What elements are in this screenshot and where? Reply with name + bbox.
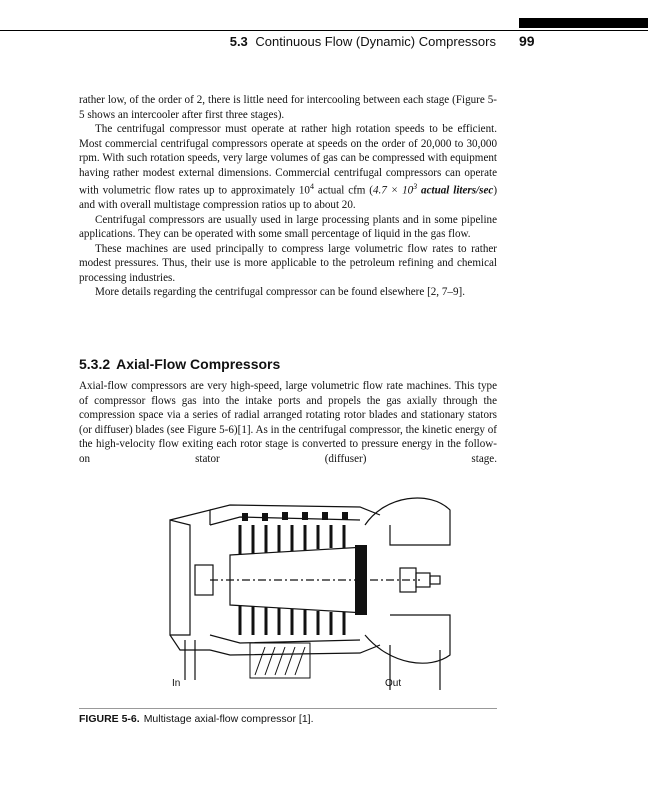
paragraph-2: The centrifugal compressor must operate at rather high rotation speeds to be efficient. Most commercial centrifugal compressors operate at speeds on the order of 20,000 to 30,000 rpm. With such rotation speeds, very large volumes of gas can be compressed with equipment having rather modest external dimensions. Commercial centrifugal compressors can operate with volumetric flow rates up to approximately $10^4$ actual cfm ($4.7 \times 10^3$ actual liters/sec) and with overall multistage compression ratios up to about 20. [79, 123, 498, 212]
axial-paragraph: Axial-flow compressors are very high-speed, large volumetric flow rate machines. This type of compressor flows gas into the intake ports and propels the gas axially through the compression space via a series of radial arranged rotating rotor blades and stationary stators (or diffuser) blades (see Figure 5-6)[1]. As in the centrifugal compressor, the kinetic energy of the high-velocity flow exiting each rotor stage is converted to pressure energy in the follow-on stator (diffuser) stage. [79, 380, 497, 465]
header-tab-bar [519, 18, 648, 28]
outlet-label: Out [385, 678, 402, 689]
caption-rule [79, 708, 497, 709]
paragraph-4: These machines are used principally to compress large volumetric flow rates to rather modest pressures. Thus, their use is more applicable to the petroleum refining and chemical processing industries. [79, 242, 497, 284]
paragraph-1: rather low, of the order of 2, there is little need for intercooling between each stage (Figure 5-5 shows an intercooler after first three stages). [79, 94, 497, 121]
axial-compressor-drawing [150, 485, 490, 695]
subsection-title: Axial-Flow Compressors [116, 356, 281, 372]
paragraph-3: Centrifugal compressors are usually used in large processing plants and in some pipeline applications. They can be operated with some small percentage of liquid in the gas flow. [79, 213, 497, 241]
figure-caption-number: FIGURE 5-6. [79, 713, 140, 725]
running-head-section-number: 5.3 [229, 34, 248, 49]
paragraph-5: More details regarding the centrifugal compressor can be found elsewhere [2, 7–9]. [95, 286, 465, 299]
figure-caption-text: Multistage axial-flow compressor [1]. [143, 713, 314, 725]
header-rule [0, 30, 648, 31]
inlet-label: In [172, 678, 181, 689]
running-head-title: Continuous Flow (Dynamic) Compressors [255, 34, 496, 49]
figure-caption [79, 713, 497, 725]
running-head [0, 34, 496, 49]
axial-compressor-figure [150, 485, 490, 695]
subsection-heading [79, 356, 497, 372]
body-text-top [79, 93, 497, 300]
page-number: 99 [519, 33, 535, 49]
subsection-number: 5.3.2 [79, 356, 111, 372]
body-text-axial [79, 379, 497, 466]
